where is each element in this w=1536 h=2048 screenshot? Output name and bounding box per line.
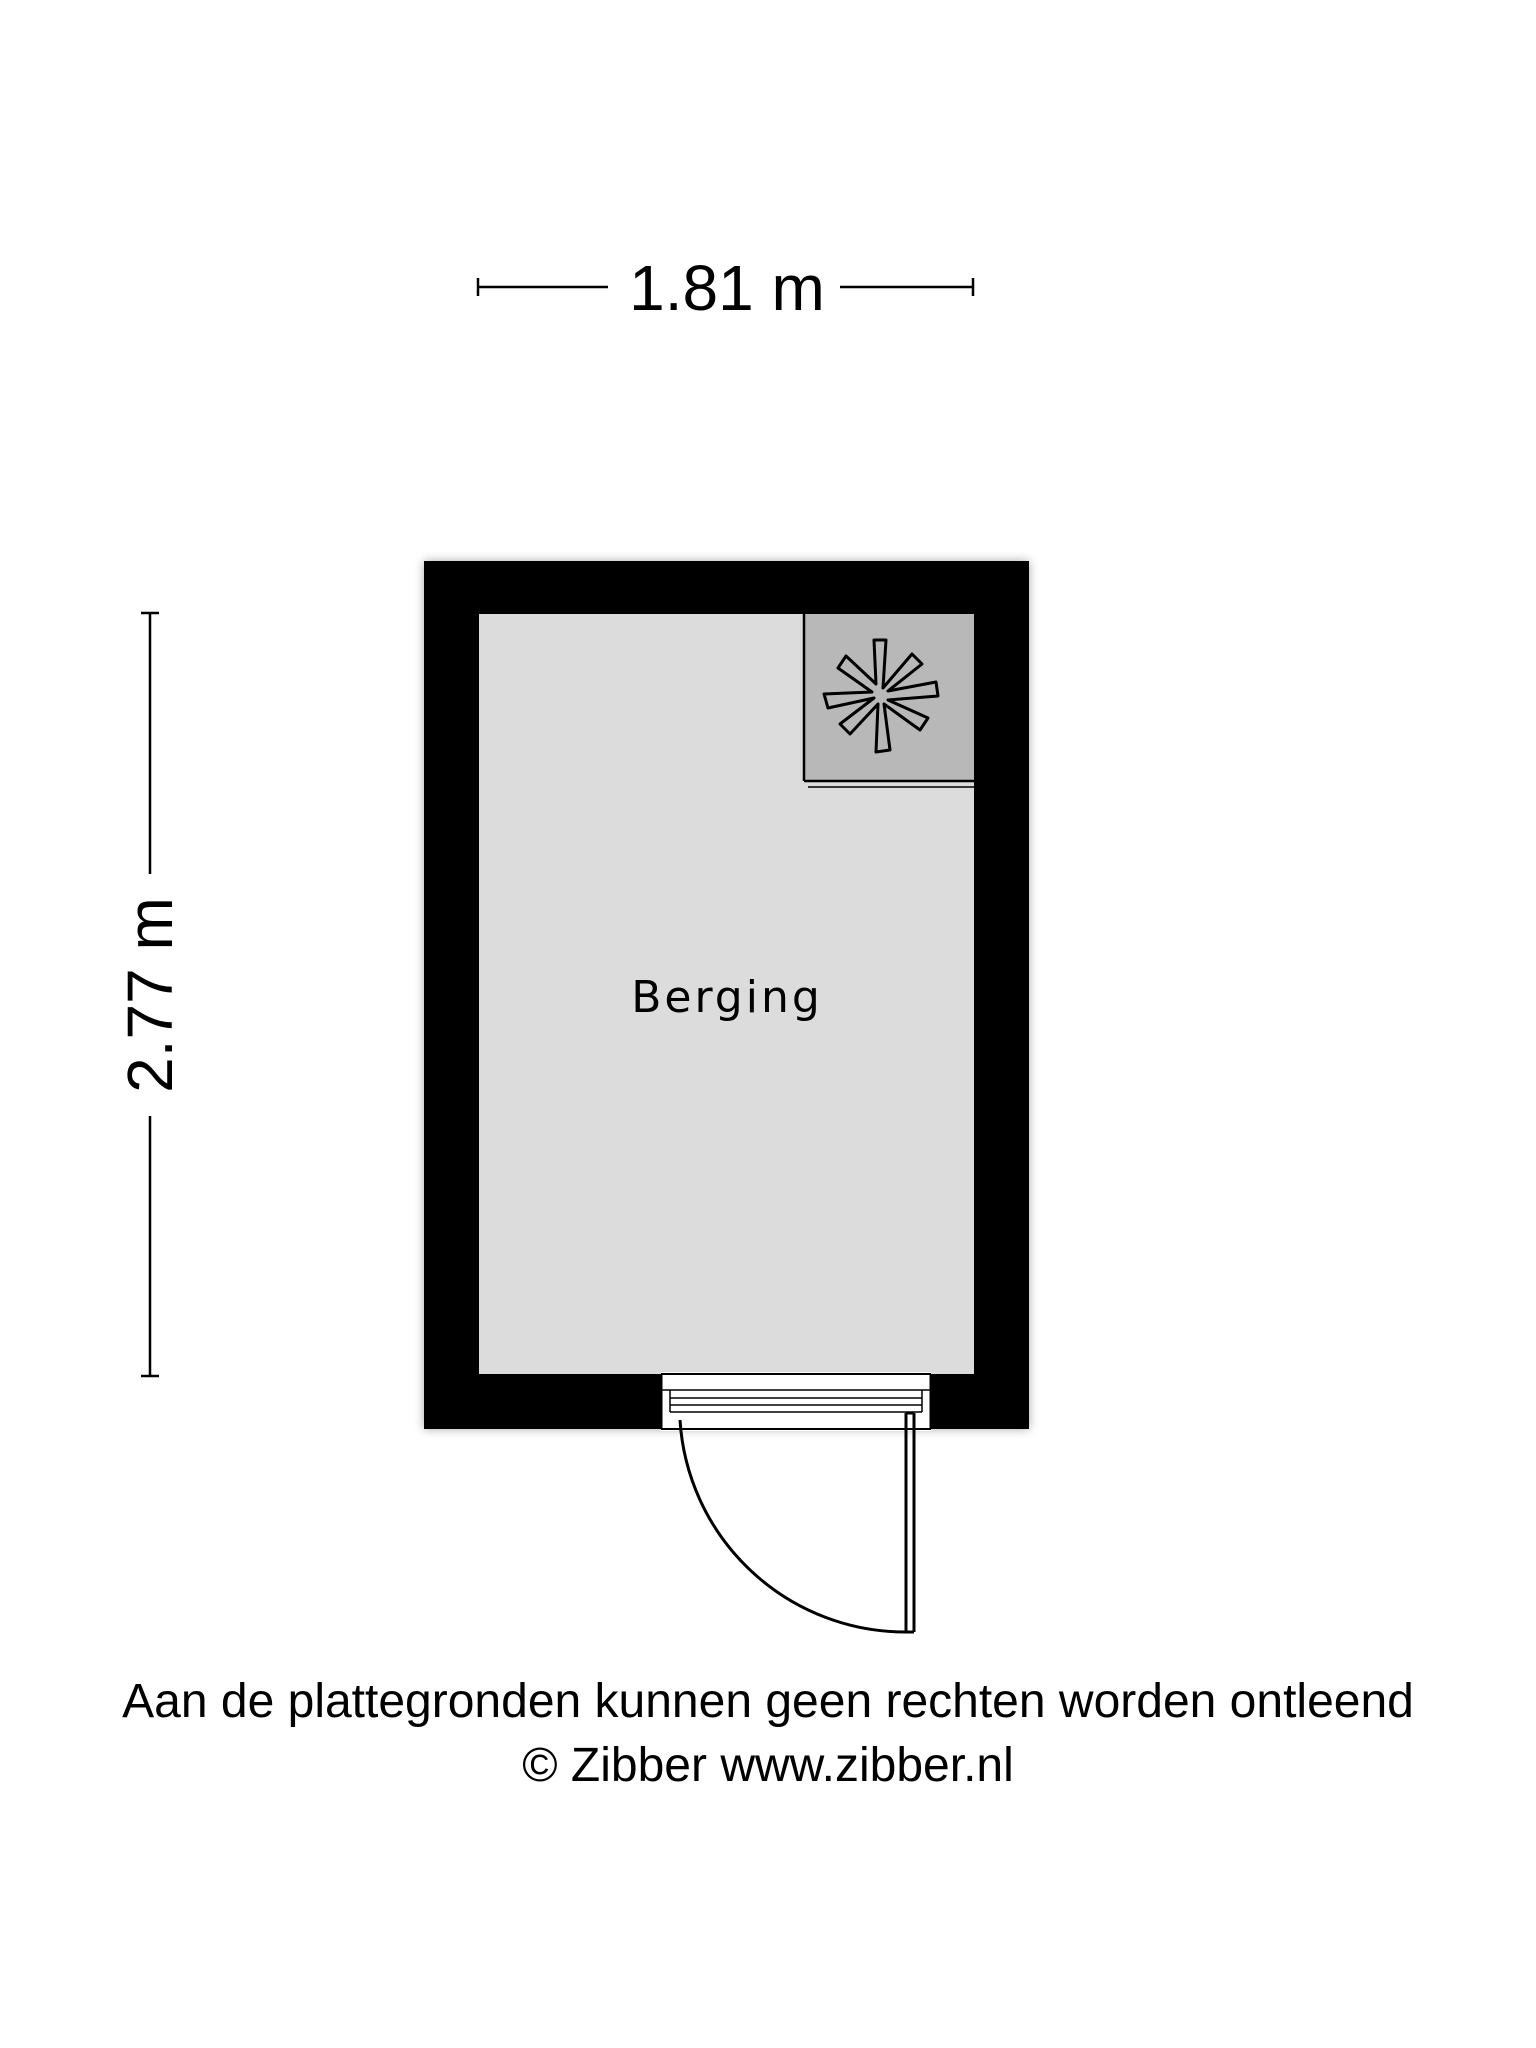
height-dimension-label: 2.77 m	[114, 897, 186, 1093]
copyright-text: © Zibber www.zibber.nl	[522, 1739, 1014, 1792]
door	[661, 1372, 931, 1632]
door-swing-arc	[680, 1420, 906, 1632]
disclaimer-text: Aan de plattegronden kunnen geen rechten worden ontleend	[122, 1675, 1414, 1728]
width-dimension	[478, 252, 973, 324]
fixture-box	[804, 614, 974, 781]
room-label: Berging	[631, 972, 823, 1023]
width-dimension-label: 1.81 m	[629, 252, 825, 324]
corner-fixture	[804, 614, 974, 787]
height-dimension	[114, 613, 186, 1376]
door-swing-icon	[680, 1413, 914, 1632]
door-opening	[661, 1372, 931, 1431]
